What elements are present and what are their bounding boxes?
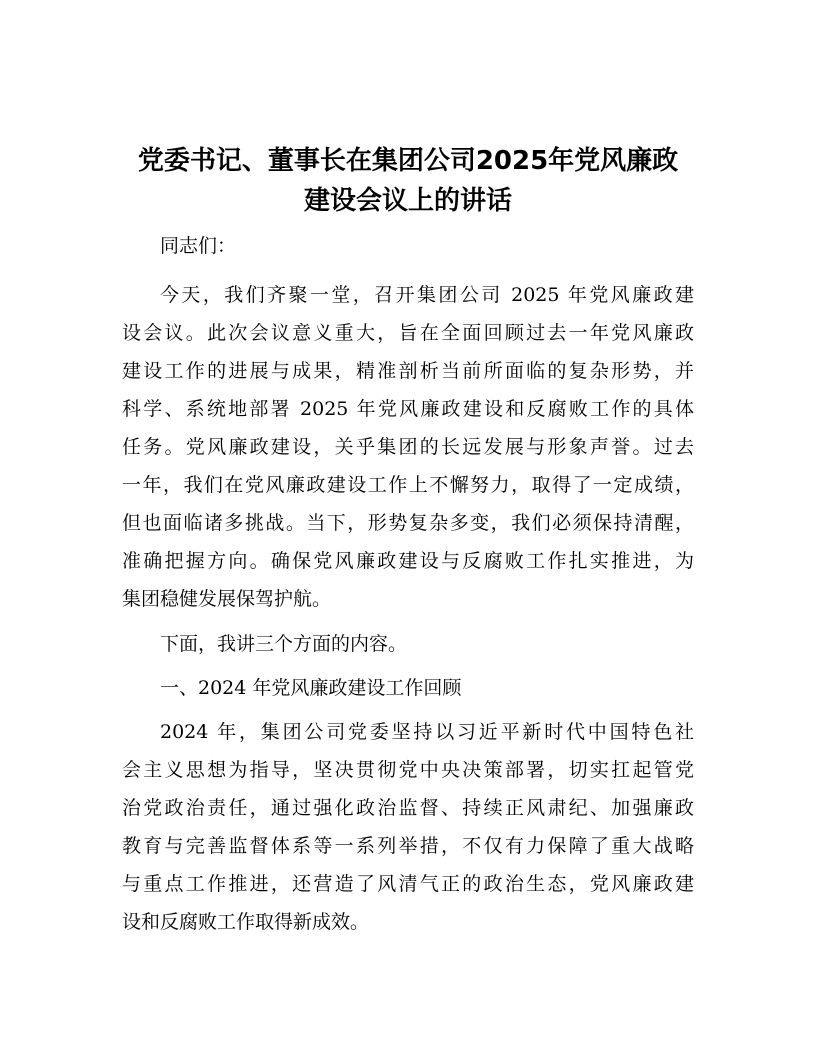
section-heading-1: 一、2024 年党风廉政建设工作回顾 [160,677,462,699]
paragraph-3-line: 会主义思想为指导，坚决贯彻党中央决策部署，切实扛起管党 [122,759,694,781]
paragraph-1-line: 科学、系统地部署 2025 年党风廉政建设和反腐败工作的具体 [122,398,694,420]
paragraph-1-line: 集团稳健发展保驾护航。 [122,588,332,610]
paragraph-3-line: 2024 年，集团公司党委坚持以习近平新时代中国特色社 [160,721,694,743]
paragraph-1-line: 但也面临诸多挑战。当下，形势复杂多变，我们必须保持清醒， [122,512,694,534]
paragraph-1-line: 任务。党风廉政建设，关乎集团的长远发展与形象声誉。过去 [122,436,694,458]
document-title-line-2: 建设会议上的讲话 [303,186,512,216]
document-title-line-1: 党委书记、董事长在集团公司2025年党风廉政 [137,146,679,176]
paragraph-1-line: 准确把握方向。确保党风廉政建设与反腐败工作扎实推进，为 [122,550,694,572]
paragraph-1-line: 今天，我们齐聚一堂，召开集团公司 2025 年党风廉政建 [160,284,694,306]
paragraph-1-line: 建设工作的进展与成果，精准剖析当前所面临的复杂形势，并 [122,360,694,382]
paragraph-1-line: 一年，我们在党风廉政建设工作上不懈努力，取得了一定成绩， [122,474,694,496]
paragraph-2: 下面，我讲三个方面的内容。 [160,633,408,655]
paragraph-1-line: 设会议。此次会议意义重大，旨在全面回顾过去一年党风廉政 [122,322,694,344]
paragraph-3-line: 教育与完善监督体系等一系列举措，不仅有力保障了重大战略 [122,835,694,857]
paragraph-3-line: 与重点工作推进，还营造了风清气正的政治生态，党风廉政建 [122,873,694,895]
paragraph-3-line: 治党政治责任，通过强化政治监督、持续正风肃纪、加强廉政 [122,797,694,819]
salutation: 同志们： [160,235,237,257]
paragraph-3-line: 设和反腐败工作取得新成效。 [122,911,370,933]
